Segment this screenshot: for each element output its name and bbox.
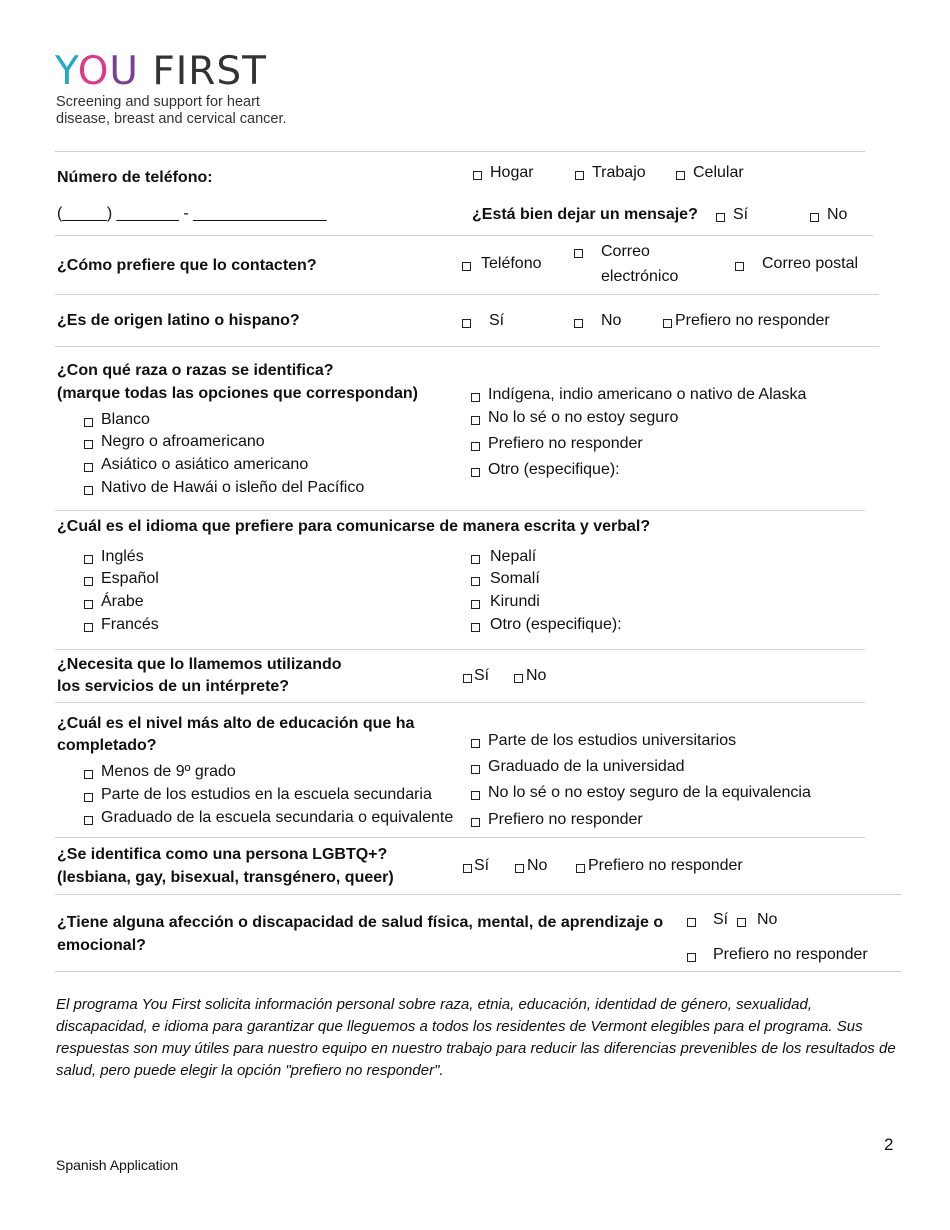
race-black-label: Negro o afroamericano (101, 433, 265, 450)
race-white-label: Blanco (101, 411, 150, 428)
latino-noanswer-checkbox[interactable] (663, 319, 672, 328)
race-noanswer-label: Prefiero no responder (488, 435, 643, 452)
disability-no-checkbox[interactable] (737, 918, 746, 927)
lgbtq-no-label: No (527, 857, 548, 874)
contact-phone-label: Teléfono (481, 255, 542, 272)
interpreter-yes-checkbox[interactable] (463, 674, 472, 683)
message-yes-label: Sí (733, 206, 749, 223)
race-other-checkbox[interactable] (471, 468, 480, 477)
disability-yes-label: Sí (713, 911, 729, 928)
race-asian-checkbox[interactable] (84, 463, 93, 472)
education-somehs-label: Parte de los estudios en la escuela secundaria (101, 786, 432, 803)
divider (55, 151, 865, 152)
interpreter-question-2: los servicios de un intérprete? (57, 678, 290, 695)
disability-noanswer-checkbox[interactable] (687, 953, 696, 962)
interpreter-no-checkbox[interactable] (514, 674, 523, 683)
page-number: 2 (884, 1135, 894, 1154)
interpreter-no-label: No (526, 667, 547, 684)
education-unsure-label: No lo sé o no estoy seguro de la equivalencia (488, 784, 811, 801)
contact-mail-checkbox[interactable] (735, 262, 744, 271)
divider (55, 649, 865, 650)
phone-home-label: Hogar (490, 164, 534, 181)
lgbtq-noanswer-checkbox[interactable] (576, 864, 585, 873)
divider (55, 702, 865, 703)
interpreter-yes-label: Sí (474, 667, 490, 684)
phone-format: (_____) _______ - _______________ (57, 205, 327, 222)
race-native-label: Indígena, indio americano o nativo de Alaska (488, 386, 807, 403)
race-other-label: Otro (especifique): (488, 461, 620, 478)
race-black-checkbox[interactable] (84, 440, 93, 449)
education-somehs-checkbox[interactable] (84, 793, 93, 802)
lgbtq-question-1: ¿Se identifica como una persona LGBTQ+? (57, 846, 388, 863)
interpreter-question-1: ¿Necesita que lo llamemos utilizando (57, 656, 342, 673)
divider (55, 894, 901, 895)
education-somecollege-label: Parte de los estudios universitarios (488, 732, 737, 749)
logo-tagline-2: disease, breast and cervical cancer. (56, 111, 287, 127)
logo-first: FIRST (152, 49, 267, 94)
language-arabic-label: Árabe (101, 593, 144, 610)
education-less9-checkbox[interactable] (84, 770, 93, 779)
divider (55, 971, 901, 972)
race-question: ¿Con qué raza o razas se identifica? (57, 362, 334, 379)
language-question: ¿Cuál es el idioma que prefiere para comunicarse de manera escrita y verbal? (57, 518, 651, 535)
language-nepali-checkbox[interactable] (471, 555, 480, 564)
contact-email-checkbox[interactable] (574, 249, 583, 258)
language-english-checkbox[interactable] (84, 555, 93, 564)
disability-yes-checkbox[interactable] (687, 918, 696, 927)
race-asian-label: Asiático o asiático americano (101, 456, 309, 473)
language-nepali-label: Nepalí (490, 548, 537, 565)
education-somecollege-checkbox[interactable] (471, 739, 480, 748)
education-hs-label: Graduado de la escuela secundaria o equivalente (101, 809, 454, 826)
logo-letter-y: Y (55, 49, 78, 94)
contact-question: ¿Cómo prefiere que lo contacten? (57, 257, 317, 274)
race-native-checkbox[interactable] (471, 393, 480, 402)
language-french-label: Francés (101, 616, 159, 633)
logo-letter-o: O (77, 49, 110, 94)
race-subtitle: (marque todas las opciones que correspondan) (57, 385, 418, 402)
contact-phone-checkbox[interactable] (462, 262, 471, 271)
race-unsure-checkbox[interactable] (471, 416, 480, 425)
contact-email-label-1: Correo (601, 243, 650, 260)
message-no-checkbox[interactable] (810, 213, 819, 222)
language-english-label: Inglés (101, 548, 144, 565)
disability-question-2: emocional? (57, 937, 146, 954)
latino-yes-label: Sí (489, 312, 505, 329)
education-hs-checkbox[interactable] (84, 816, 93, 825)
latino-noanswer-label: Prefiero no responder (675, 312, 830, 329)
education-college-checkbox[interactable] (471, 765, 480, 774)
race-unsure-label: No lo sé o no estoy seguro (488, 409, 679, 426)
race-noanswer-checkbox[interactable] (471, 442, 480, 451)
education-question-1: ¿Cuál es el nivel más alto de educación que ha (57, 715, 415, 732)
privacy-note: El programa You First solicita información personal sobre raza, etnia, educación, identidad de género, sexualidad, discapacidad, e idioma para garantizar que lleguemos a todos los residentes de Vermont elegibles para el programa. Sus respuestas son muy útiles para nuestro equipo en nuestro trabajo para reducir las diferencias prevenibles de los resultados de salud, pero puede elegir la opción "prefiero no responder". (56, 996, 896, 1079)
divider (55, 346, 879, 347)
lgbtq-yes-label: Sí (474, 857, 490, 874)
race-pacific-checkbox[interactable] (84, 486, 93, 495)
language-kirundi-label: Kirundi (490, 593, 540, 610)
divider (55, 235, 873, 236)
phone-work-label: Trabajo (592, 164, 646, 181)
disability-no-label: No (757, 911, 778, 928)
race-pacific-label: Nativo de Hawái o isleño del Pacífico (101, 479, 365, 496)
latino-no-checkbox[interactable] (574, 319, 583, 328)
language-arabic-checkbox[interactable] (84, 600, 93, 609)
contact-mail-label: Correo postal (762, 255, 859, 272)
education-question-2: completado? (57, 737, 157, 754)
divider (55, 837, 865, 838)
footer-label: Spanish Application (56, 1157, 179, 1173)
language-somali-checkbox[interactable] (471, 577, 480, 586)
language-other-checkbox[interactable] (471, 623, 480, 632)
language-spanish-checkbox[interactable] (84, 577, 93, 586)
phone-cell-label: Celular (693, 164, 744, 181)
lgbtq-question-2: (lesbiana, gay, bisexual, transgénero, queer) (57, 869, 394, 886)
education-college-label: Graduado de la universidad (488, 758, 685, 775)
logo-tagline-1: Screening and support for heart (56, 94, 260, 110)
race-white-checkbox[interactable] (84, 418, 93, 427)
contact-email-label-2: electrónico (601, 268, 679, 285)
language-somali-label: Somalí (490, 570, 540, 587)
language-other-label: Otro (especifique): (490, 616, 622, 633)
education-unsure-checkbox[interactable] (471, 791, 480, 800)
latino-no-label: No (601, 312, 622, 329)
disability-question-1: ¿Tiene alguna afección o discapacidad de salud física, mental, de aprendizaje o (57, 914, 664, 931)
disability-noanswer-label: Prefiero no responder (713, 946, 868, 963)
language-spanish-label: Español (101, 570, 159, 587)
logo-letter-u: U (109, 49, 139, 94)
education-noanswer-checkbox[interactable] (471, 818, 480, 827)
phone-label: Número de teléfono: (57, 169, 213, 186)
lgbtq-no-checkbox[interactable] (515, 864, 524, 873)
education-noanswer-label: Prefiero no responder (488, 811, 643, 828)
divider (55, 294, 879, 295)
message-question: ¿Está bien dejar un mensaje? (472, 206, 698, 223)
phone-home-checkbox[interactable] (473, 171, 482, 180)
message-yes-checkbox[interactable] (716, 213, 725, 222)
phone-work-checkbox[interactable] (575, 171, 584, 180)
latino-question: ¿Es de origen latino o hispano? (57, 312, 300, 329)
message-no-label: No (827, 206, 848, 223)
language-kirundi-checkbox[interactable] (471, 600, 480, 609)
latino-yes-checkbox[interactable] (462, 319, 471, 328)
lgbtq-yes-checkbox[interactable] (463, 864, 472, 873)
divider (55, 510, 865, 511)
you-first-logo (55, 49, 267, 94)
lgbtq-noanswer-label: Prefiero no responder (588, 857, 743, 874)
language-french-checkbox[interactable] (84, 623, 93, 632)
phone-cell-checkbox[interactable] (676, 171, 685, 180)
education-less9-label: Menos de 9º grado (101, 763, 236, 780)
